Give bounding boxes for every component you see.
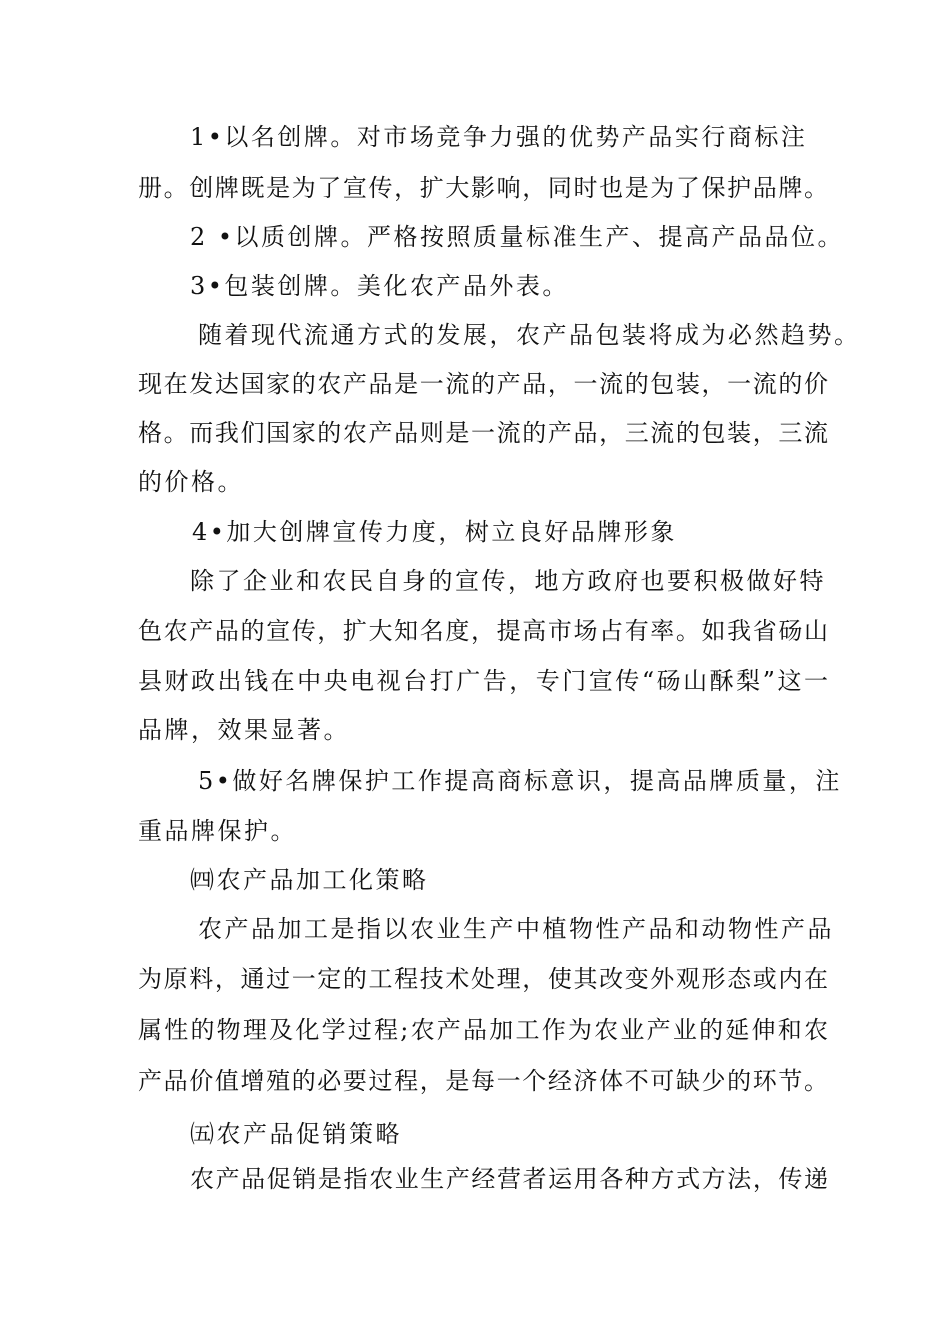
section-heading: ㈤农产品促销策略 — [190, 1120, 402, 1148]
text-line: 4•加大创牌宣传力度，树立良好品牌形象 — [192, 518, 677, 546]
text-line: 现在发达国家的农产品是一流的产品，一流的包装，一流的价 — [138, 370, 828, 398]
text-line: 属性的物理及化学过程;农产品加工作为农业产业的延伸和农 — [138, 1016, 828, 1044]
text-line: 2 •以质创牌。严格按照质量标准生产、提高产品品位。 — [190, 223, 845, 251]
text-line: 册。创牌既是为了宣传，扩大影响，同时也是为了保护品牌。 — [138, 174, 828, 202]
section-heading: ㈣农产品加工化策略 — [190, 866, 429, 894]
text-line: 除了企业和农民自身的宣传，地方政府也要积极做好特 — [190, 567, 826, 595]
text-line: 县财政出钱在中央电视台打广告，专门宣传“砀山酥梨”这一 — [138, 667, 828, 695]
text-line: 农产品加工是指以农业生产中植物性产品和动物性产品 — [198, 915, 834, 943]
text-line: 色农产品的宣传，扩大知名度，提高市场占有率。如我省砀山 — [138, 617, 828, 645]
text-line: 重品牌保护。 — [138, 817, 297, 845]
text-line: 产品价值增殖的必要过程，是每一个经济体不可缺少的环节。 — [138, 1067, 828, 1095]
text-line: 的价格。 — [138, 468, 244, 496]
text-line: 随着现代流通方式的发展，农产品包装将成为必然趋势。 — [198, 321, 861, 349]
text-line: 农产品促销是指农业生产经营者运用各种方式方法，传递 — [190, 1165, 828, 1193]
text-line: 1•以名创牌。对市场竞争力强的优势产品实行商标注 — [190, 123, 808, 151]
text-line: 格。而我们国家的农产品则是一流的产品，三流的包装，三流 — [138, 419, 828, 447]
text-line: 品牌，效果显著。 — [138, 716, 350, 744]
text-line: 为原料，通过一定的工程技术处理，使其改变外观形态或内在 — [138, 965, 828, 993]
text-line: 5•做好名牌保护工作提高商标意识，提高品牌质量，注 — [198, 767, 842, 795]
text-line: 3•包装创牌。美化农产品外表。 — [190, 272, 569, 300]
